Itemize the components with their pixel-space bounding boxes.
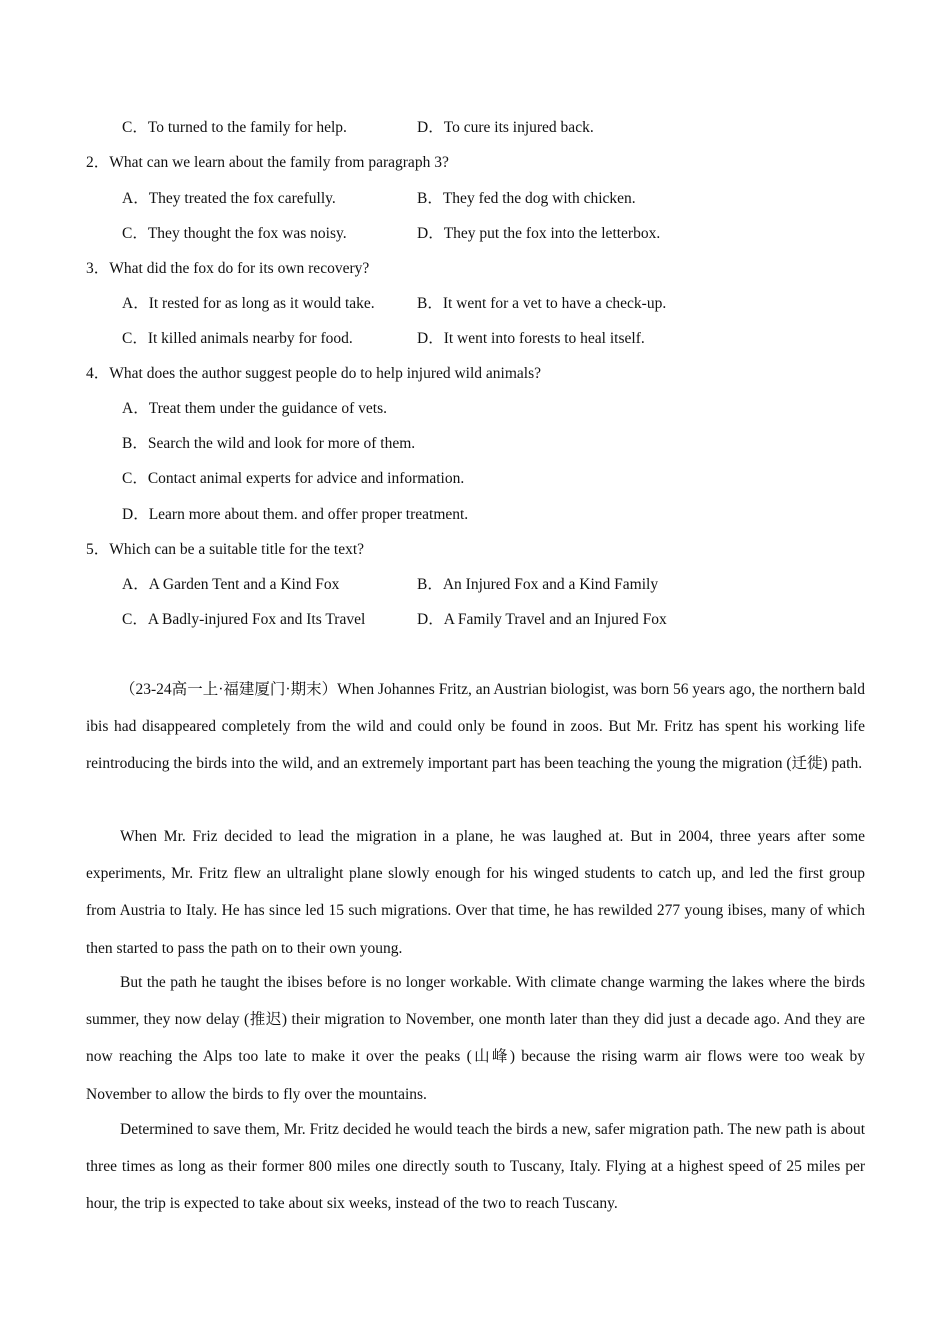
q4-option-a [122, 399, 387, 419]
question-number: 3． [86, 260, 110, 277]
question-number: 5． [86, 541, 110, 558]
option-text: To turned to the family for help. [147, 119, 347, 136]
question-number: 2． [86, 154, 110, 171]
question-text: Which can be a suitable title for the text? [109, 541, 365, 558]
option-letter: D． [417, 330, 444, 347]
option-letter: D． [122, 506, 149, 523]
question-4-stem [86, 364, 541, 384]
question-text: What did the fox do for its own recovery? [109, 260, 370, 277]
q2-option-d [417, 224, 660, 244]
q1-option-c [122, 118, 347, 138]
question-number: 4． [86, 365, 110, 382]
q2-option-a [122, 189, 336, 209]
option-letter: A． [122, 295, 149, 312]
option-letter: C． [122, 330, 148, 347]
option-letter: D． [417, 225, 444, 242]
option-text: It rested for as long as it would take. [148, 295, 375, 312]
q4-option-c [122, 469, 464, 489]
option-text: A Garden Tent and a Kind Fox [148, 576, 340, 593]
question-text: What can we learn about the family from paragraph 3? [109, 154, 449, 171]
q5-option-a [122, 575, 339, 595]
option-letter: D． [417, 119, 444, 136]
option-text: They put the fox into the letterbox. [443, 225, 661, 242]
passage-paragraph-3 [86, 964, 865, 1113]
q5-option-b [417, 575, 658, 595]
option-letter: B． [417, 295, 443, 312]
question-3-stem [86, 259, 369, 279]
option-letter: A． [122, 576, 149, 593]
option-text: It went into forests to heal itself. [443, 330, 645, 347]
option-letter: B． [122, 435, 148, 452]
option-text: Contact animal experts for advice and information. [147, 470, 465, 487]
option-text: Search the wild and look for more of them. [147, 435, 416, 452]
option-text: It killed animals nearby for food. [147, 330, 353, 347]
option-letter: D． [417, 611, 444, 628]
q1-option-d [417, 118, 594, 138]
q3-option-b [417, 294, 666, 314]
q4-option-d [122, 505, 468, 525]
option-letter: C． [122, 119, 148, 136]
option-text: Treat them under the guidance of vets. [148, 400, 388, 417]
paragraph-text: But the path he taught the ibises before is no longer workable. With climate change warming the lakes where the birds summer, they now delay (推迟) their migration to November, one month later than they did just a decade ago. And they are now reaching the Alps too late to make it over the peaks (山峰) because the rising warm air flows were too weak by November to allow the birds to fly over the mountains. [86, 974, 865, 1103]
q3-option-d [417, 329, 645, 349]
passage-source: （23-24高一上·福建厦门·期末） [120, 681, 338, 698]
option-letter: B． [417, 576, 443, 593]
paragraph-text: When Mr. Friz decided to lead the migration in a plane, he was laughed at. But in 2004, three years after some experiments, Mr. Fritz flew an ultralight plane slowly enough for his winged students to catch up, and led the first group from Austria to Italy. He has since led 15 such migrations. Over that time, he has rewilded 277 young ibises, many of which then started to pass the path on to their own young. [86, 828, 865, 957]
question-5-stem [86, 540, 364, 560]
question-text: What does the author suggest people do to help injured wild animals? [109, 365, 542, 382]
q3-option-c [122, 329, 353, 349]
passage-paragraph-1 [86, 671, 865, 783]
q2-option-b [417, 189, 636, 209]
option-text: They fed the dog with chicken. [442, 190, 636, 207]
option-text: To cure its injured back. [443, 119, 594, 136]
q2-option-c [122, 224, 347, 244]
option-letter: C． [122, 611, 148, 628]
question-2-stem [86, 153, 449, 173]
option-letter: A． [122, 190, 149, 207]
option-text: A Badly-injured Fox and Its Travel [147, 611, 366, 628]
option-text: An Injured Fox and a Kind Family [442, 576, 659, 593]
option-letter: C． [122, 225, 148, 242]
option-text: They thought the fox was noisy. [147, 225, 347, 242]
option-text: They treated the fox carefully. [148, 190, 336, 207]
passage-paragraph-2 [86, 818, 865, 967]
option-letter: C． [122, 470, 148, 487]
paragraph-text: When Johannes Fritz, an Austrian biologist, was born 56 years ago, the northern bald ibis had disappeared completely from the wild and could only be found in zoos. But Mr. Fritz has spent his working life reintroducing the birds into the wild, and an extremely important part has been teaching the young the migration (迁徙) path. [86, 681, 865, 773]
option-letter: B． [417, 190, 443, 207]
q5-option-c [122, 610, 365, 630]
paragraph-text: Determined to save them, Mr. Fritz decided he would teach the birds a new, safer migration path. The new path is about three times as long as their former 800 miles one directly south to Tuscany, Italy. Flying at a highest speed of 25 miles per hour, the trip is expected to take about six weeks, instead of the two to reach Tuscany. [86, 1121, 865, 1213]
q3-option-a [122, 294, 375, 314]
option-text: Learn more about them. and offer proper treatment. [148, 506, 469, 523]
passage-paragraph-4 [86, 1111, 865, 1223]
option-letter: A． [122, 400, 149, 417]
option-text: A Family Travel and an Injured Fox [443, 611, 667, 628]
q5-option-d [417, 610, 667, 630]
q4-option-b [122, 434, 415, 454]
option-text: It went for a vet to have a check-up. [442, 295, 667, 312]
